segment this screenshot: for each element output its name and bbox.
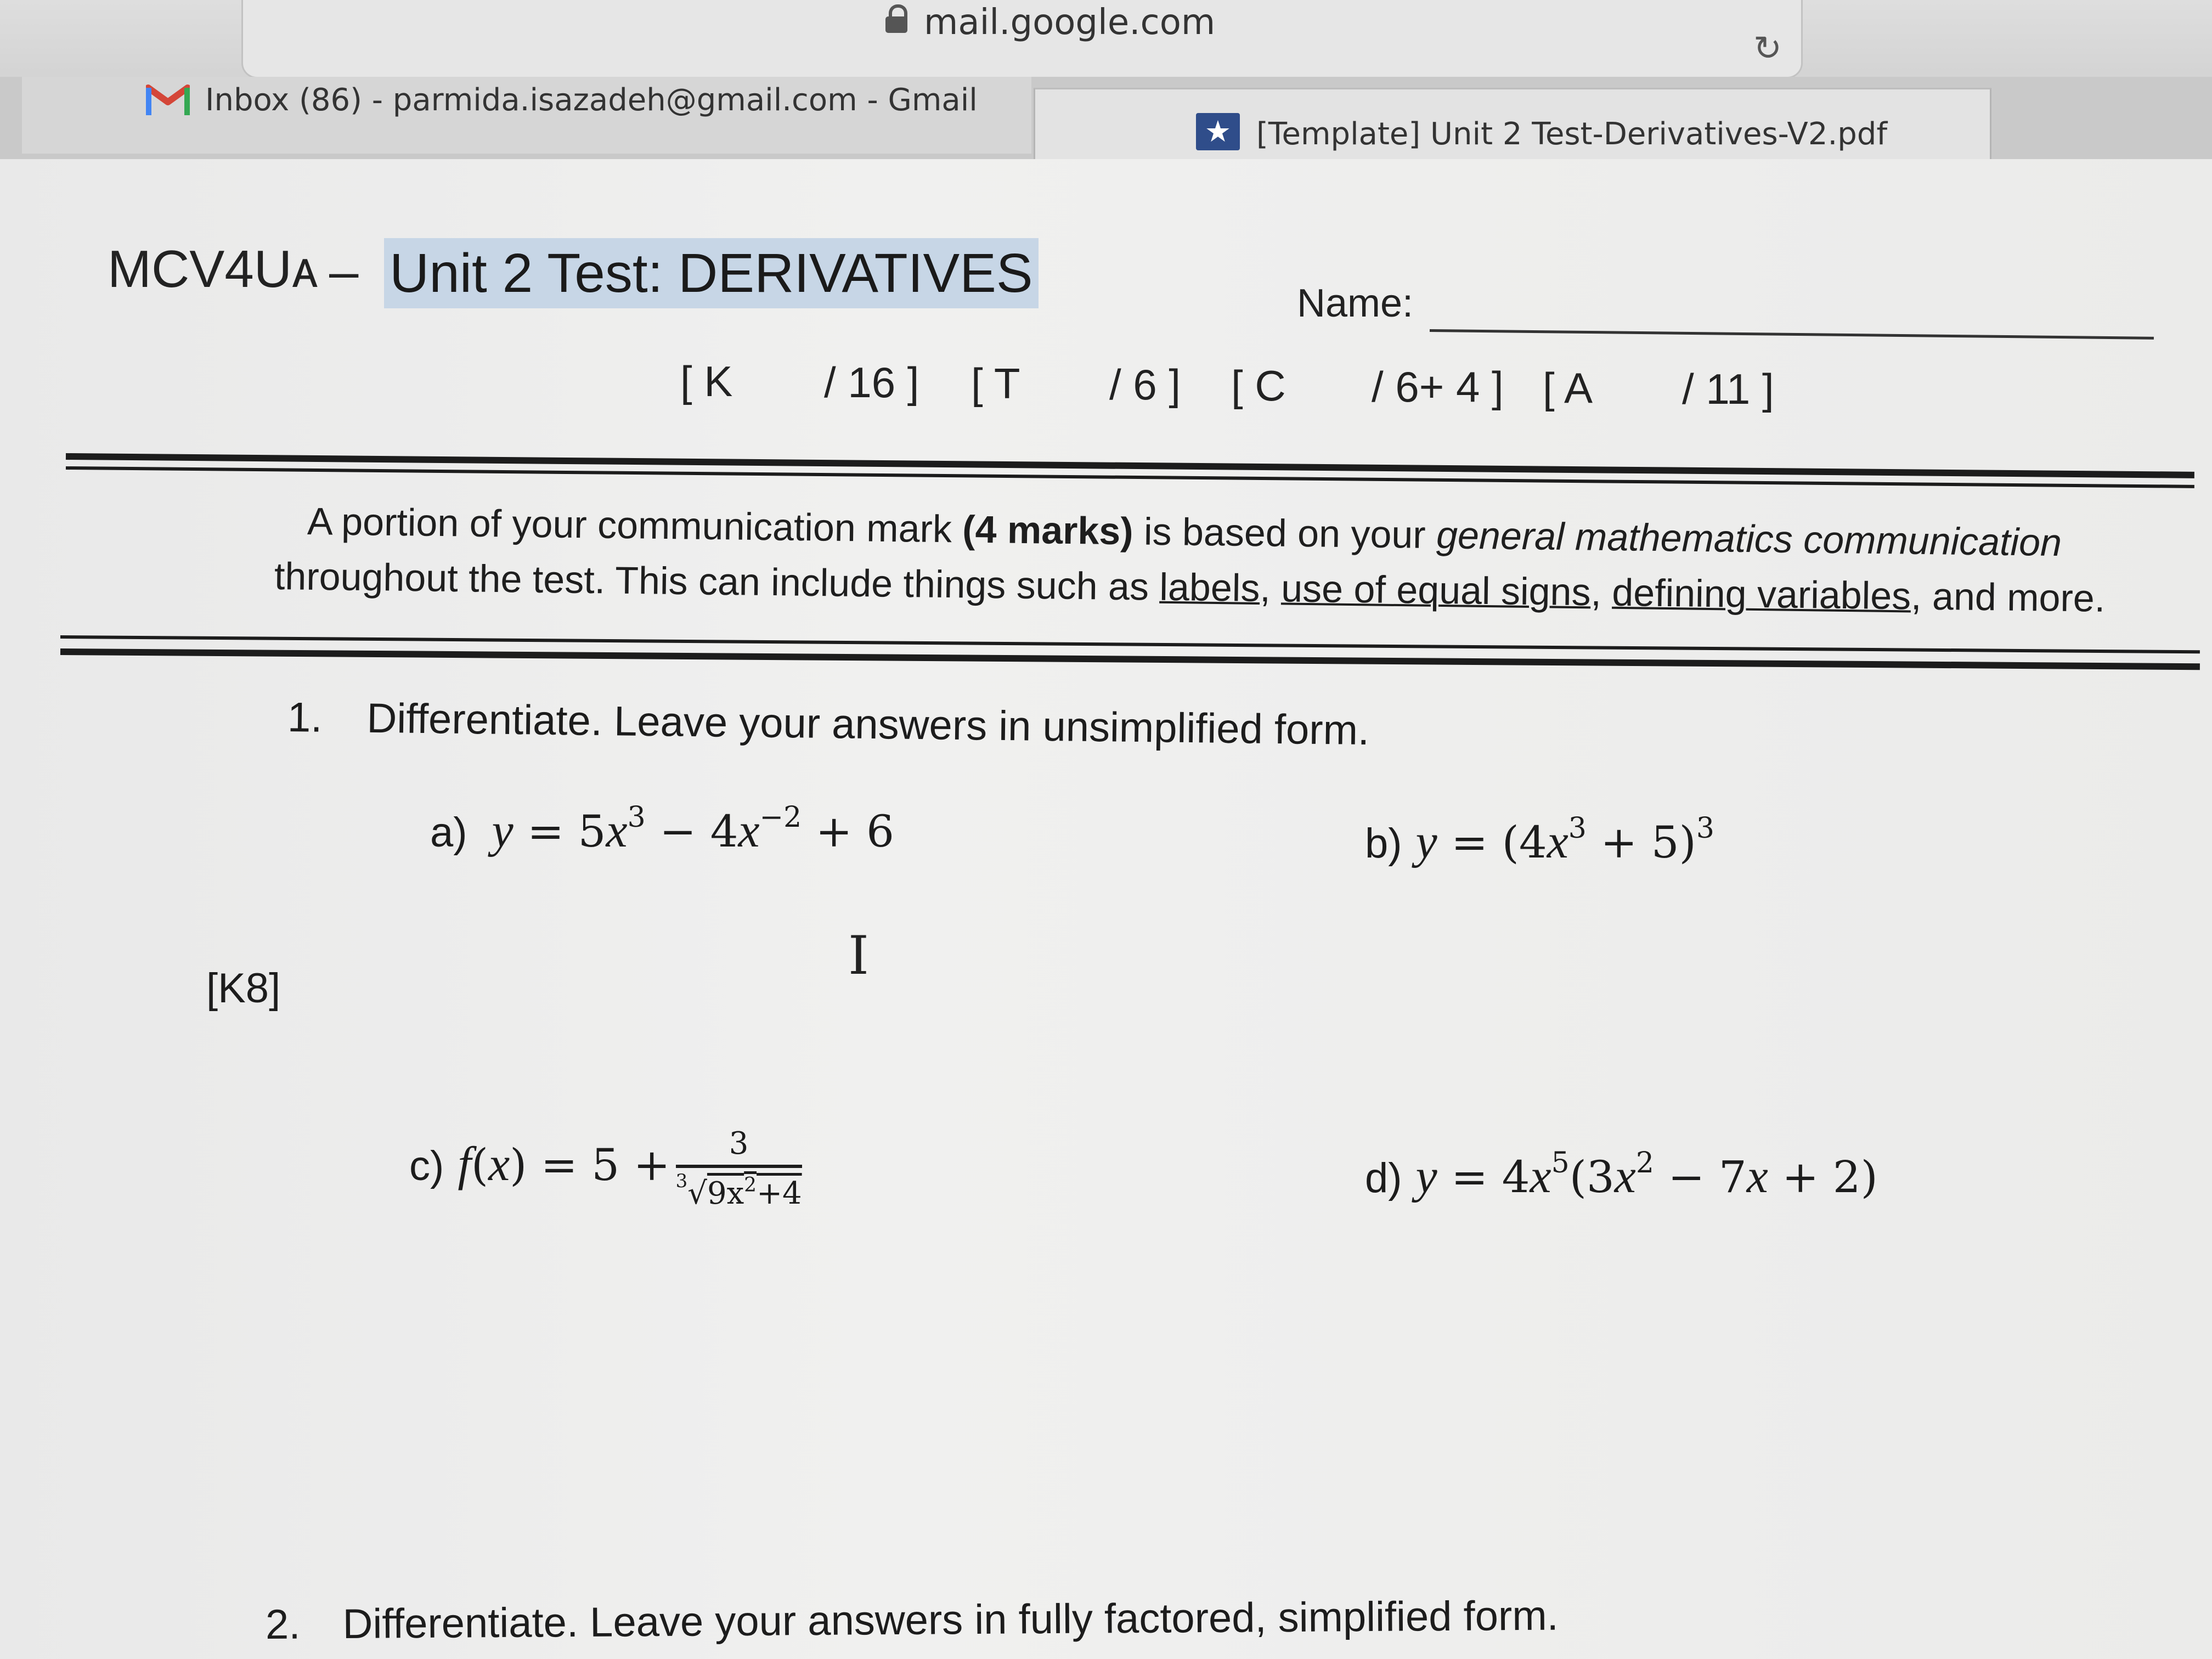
part-d bbox=[1365, 1149, 1878, 1204]
notice-text-2: is based on your bbox=[1133, 510, 1437, 557]
marks-t-cat: [ T bbox=[971, 359, 1020, 408]
part-d-expression: $y = 4x^5(3x^2 - 7x + 2)$ bbox=[1415, 1147, 1878, 1203]
notice-comma-1: , bbox=[1259, 566, 1282, 610]
marks-t-out: / 6 ] bbox=[1109, 360, 1181, 409]
notice-underline-variables: defining variables bbox=[1611, 571, 1911, 618]
marks-a-cat: [ A bbox=[1543, 364, 1593, 412]
notice-underline-equal-signs: use of equal signs bbox=[1280, 567, 1591, 614]
gmail-icon bbox=[146, 82, 190, 117]
marks-k-cat: [ K bbox=[680, 357, 733, 405]
part-d-label: d) bbox=[1365, 1155, 1402, 1201]
marks-k-out: / 16 ] bbox=[824, 358, 919, 407]
tab-gmail-label[interactable]: Inbox (86) - parmida.isazadeh@gmail.com - Gmail bbox=[205, 82, 978, 118]
marks-breakdown bbox=[680, 357, 1805, 422]
name-label: Name: bbox=[1297, 281, 1414, 325]
part-b-label: b) bbox=[1365, 820, 1402, 867]
part-a-expression: $y = 5x^3 - 4x^{-2} + 6$ bbox=[492, 801, 894, 857]
title-dash: – bbox=[329, 242, 359, 301]
marks-c-cat: [ C bbox=[1231, 362, 1286, 410]
question-2-number: 2. bbox=[265, 1601, 301, 1648]
notice-underline-labels: labels bbox=[1159, 565, 1260, 610]
marks-a-out: / 11 ] bbox=[1682, 365, 1774, 413]
part-b-expression: $y = (4x^3 + 5)^3$ bbox=[1415, 812, 1714, 868]
course-code: MCV4Uᴀ bbox=[108, 240, 318, 298]
notice-comma-2: , bbox=[1590, 571, 1612, 614]
notice-text-1: A portion of your communication mark bbox=[307, 500, 963, 551]
page-title: Unit 2 Test: DERIVATIVES bbox=[384, 238, 1039, 308]
text-cursor-icon: I bbox=[848, 925, 869, 986]
marks-tag-k8: [K8] bbox=[206, 965, 281, 1012]
notice-text-3: throughout the test. This can include things such as bbox=[274, 555, 1160, 608]
part-c-expression: f(x) = 5 + $\frac{3}{^3√9x^2+4}$ bbox=[458, 1126, 802, 1211]
part-a bbox=[430, 803, 894, 859]
address-url[interactable]: mail.google.com bbox=[924, 2, 1216, 43]
part-a-label: a) bbox=[430, 809, 467, 856]
star-icon: ★ bbox=[1196, 113, 1240, 150]
lock-icon bbox=[884, 4, 909, 31]
question-1-number: 1. bbox=[287, 694, 323, 741]
marks-c-out: / 6+ 4 ] bbox=[1372, 363, 1504, 411]
part-b bbox=[1365, 814, 1714, 870]
part-c bbox=[409, 1126, 802, 1211]
notice-text-4: , and more. bbox=[1910, 574, 2106, 620]
notice-bold: (4 marks) bbox=[962, 507, 1134, 553]
question-2 bbox=[266, 1592, 1559, 1649]
question-1-text: Differentiate. Leave your answers in unsimplified form. bbox=[366, 695, 1370, 754]
tab-pdf-label[interactable]: [Template] Unit 2 Test-Derivatives-V2.pdf bbox=[1256, 116, 1888, 152]
part-c-label: c) bbox=[409, 1143, 444, 1189]
notice-italic: general mathematics communication bbox=[1436, 514, 2062, 565]
reload-icon[interactable]: ↻ bbox=[1753, 28, 1782, 68]
question-2-text: Differentiate. Leave your answers in fully factored, simplified form. bbox=[342, 1592, 1559, 1648]
